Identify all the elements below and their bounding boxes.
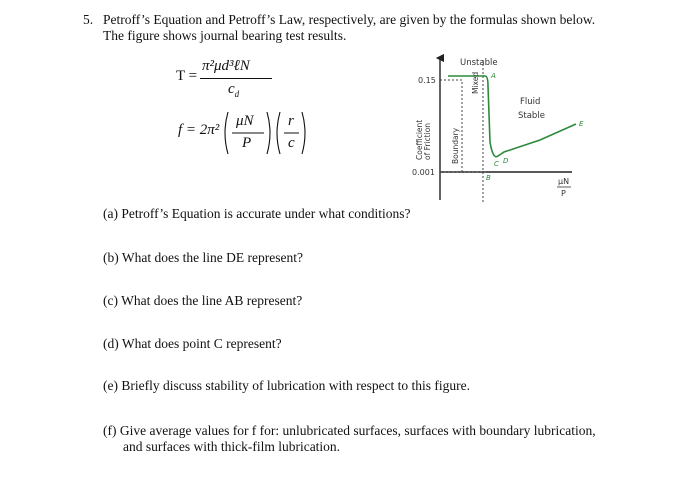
x-axis-label-numerator: μN [558, 177, 570, 186]
eq1-fraction-bar [200, 78, 272, 79]
point-d-label: D [503, 157, 509, 165]
friction-curve [448, 76, 576, 157]
point-b-label: B [486, 174, 491, 182]
eq1-lhs: T = [176, 68, 198, 84]
problem-intro-line1: Petroff’s Equation and Petroff’s Law, respectively, are given by the formulas shown below. [103, 12, 596, 27]
mixed-label: Mixed [471, 71, 480, 94]
question-f [103, 423, 596, 439]
point-e-label: E [579, 120, 584, 128]
point-c-label: C [494, 160, 499, 168]
eq1-denominator-sub: d [234, 89, 240, 99]
question-d [103, 336, 282, 352]
question-b-label: (b) [103, 250, 119, 265]
point-a-label: A [491, 72, 496, 80]
question-a [103, 206, 411, 222]
question-c-text: What does the line AB represent? [121, 293, 303, 308]
question-b [103, 250, 303, 266]
question-c-label: (c) [103, 293, 118, 308]
question-e-text: Briefly discuss stability of lubrication with respect to this figure. [121, 378, 471, 393]
question-f-text-line1: Give average values for f for: unlubricated surfaces, surfaces with boundary lubrication, [119, 423, 596, 438]
question-a-text: Petroff’s Equation is accurate under what conditions? [121, 206, 411, 221]
y-tick-low: 0.001 [412, 168, 435, 177]
eq2-lhs: f = 2π² [178, 122, 220, 138]
question-c [103, 293, 302, 309]
y-axis-label-line1: Coefficient [415, 119, 424, 160]
eq2-frac1-numerator: μN [236, 113, 254, 129]
eq2-frac2-numerator: r [288, 113, 294, 129]
question-a-label: (a) [103, 206, 118, 221]
question-d-label: (d) [103, 336, 119, 351]
eq2-frac1-denominator: P [242, 135, 252, 151]
eq1-denominator-base: c [228, 81, 235, 97]
fluid-label: Fluid [520, 97, 541, 107]
eq1-numerator: π²μd³ℓN [202, 58, 250, 74]
question-b-text: What does the line DE represent? [121, 250, 303, 265]
question-e [103, 378, 470, 394]
stable-label: Stable [518, 111, 545, 121]
question-e-label: (e) [103, 378, 118, 393]
petroff-equation [176, 58, 286, 108]
question-f-label: (f) [103, 423, 117, 438]
problem-number: 5. [83, 12, 94, 27]
eq1-denominator [228, 81, 239, 99]
problem-intro-line2: The figure shows journal bearing test results. [103, 28, 347, 43]
unstable-label: Unstable [460, 58, 498, 68]
boundary-label: Boundary [451, 127, 460, 164]
y-axis-label-line2: of Friction [423, 122, 432, 160]
petroff-law [178, 110, 308, 160]
bearing-test-figure [400, 52, 600, 212]
question-f-continuation: and surfaces with thick-film lubrication. [123, 439, 341, 454]
eq2-frac2-denominator: c [288, 135, 295, 151]
question-d-text: What does point C represent? [121, 336, 282, 351]
x-axis-label-denominator: P [561, 189, 566, 198]
bearing-figure-svg [400, 52, 600, 212]
y-tick-high: 0.15 [418, 76, 436, 85]
